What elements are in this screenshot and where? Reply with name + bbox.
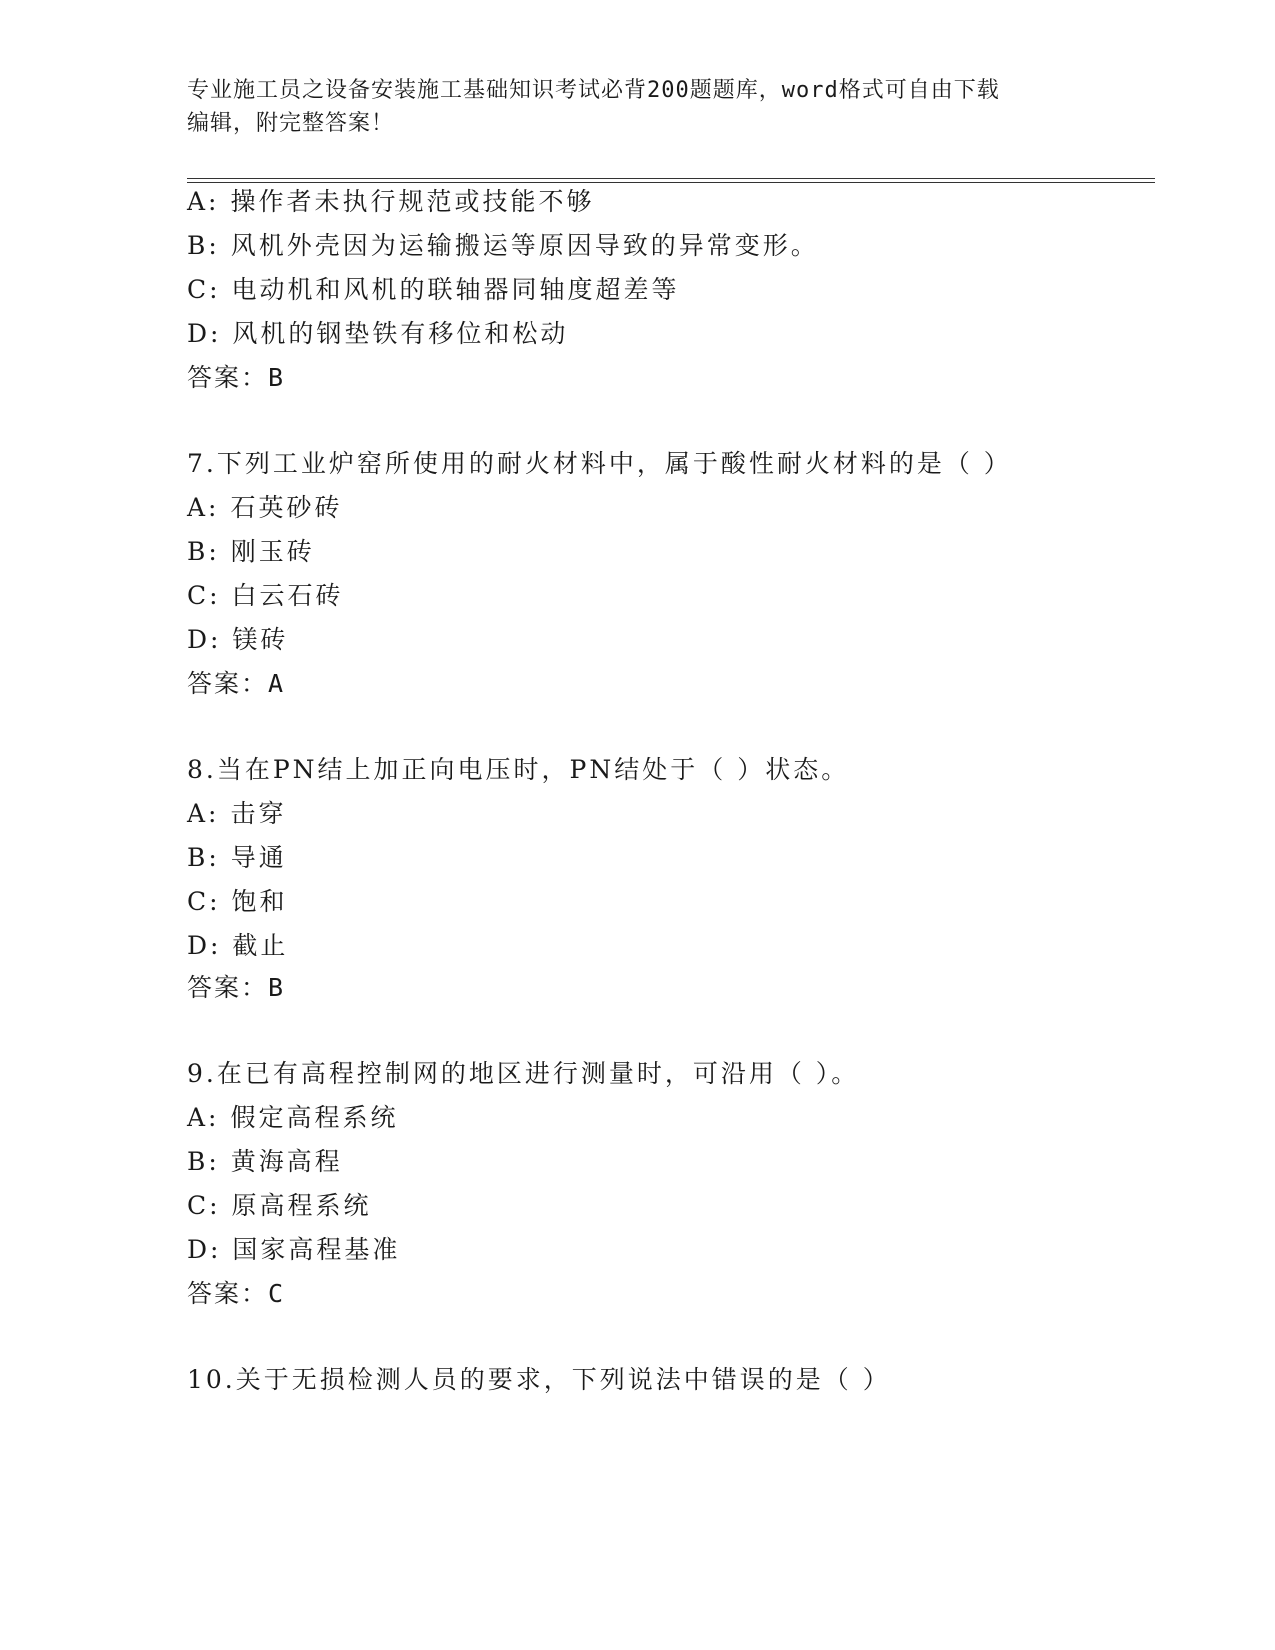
q9-option-a xyxy=(187,1102,398,1134)
answer-label: 答案： xyxy=(187,363,269,392)
option-text: 镁砖 xyxy=(232,625,289,654)
option-letter: B: xyxy=(187,1147,220,1176)
option-text: 击穿 xyxy=(230,799,287,828)
option-letter: A: xyxy=(187,799,220,828)
q6-option-d xyxy=(187,318,568,350)
header-title-line-2: 编辑，附完整答案！ xyxy=(187,111,395,136)
answer-value: B xyxy=(268,973,286,1002)
option-letter: C: xyxy=(187,581,221,610)
q9-stem: 9.在已有高程控制网的地区进行测量时，可沿用（ ）。 xyxy=(187,1059,860,1088)
q9-option-b xyxy=(187,1146,343,1178)
option-letter: A: xyxy=(187,493,220,522)
q7-stem: 7.下列工业炉窑所使用的耐火材料中，属于酸性耐火材料的是（ ） xyxy=(187,449,1012,478)
q8-option-a xyxy=(187,798,286,830)
q9-option-c xyxy=(187,1190,372,1222)
q7-answer xyxy=(187,668,285,700)
option-text: 白云石砖 xyxy=(231,581,344,610)
option-letter: B: xyxy=(187,843,220,872)
document-header xyxy=(187,74,1087,140)
option-letter: D: xyxy=(187,931,222,960)
option-letter: D: xyxy=(187,319,222,348)
header-divider-top xyxy=(187,178,1155,179)
option-letter: C: xyxy=(187,887,221,916)
option-text: 导通 xyxy=(230,843,287,872)
option-text: 饱和 xyxy=(231,887,288,916)
q8-option-b xyxy=(187,842,287,874)
q7-option-b xyxy=(187,536,315,568)
answer-value: A xyxy=(268,669,286,698)
option-text: 风机外壳因为运输搬运等原因导致的异常变形。 xyxy=(230,231,819,260)
q8-answer xyxy=(187,972,285,1004)
q8-option-d xyxy=(187,930,288,962)
q7-option-a xyxy=(187,492,342,524)
answer-value: B xyxy=(268,363,286,392)
option-text: 假定高程系统 xyxy=(230,1103,399,1132)
q8-option-c xyxy=(187,886,288,918)
option-text: 电动机和风机的联轴器同轴度超差等 xyxy=(231,275,680,304)
option-letter: A: xyxy=(187,1103,220,1132)
q10-stem: 10.关于无损检测人员的要求，下列说法中错误的是（ ） xyxy=(187,1365,891,1394)
option-text: 原高程系统 xyxy=(231,1191,372,1220)
q9-answer xyxy=(187,1278,285,1310)
header-divider-bottom xyxy=(187,182,1155,183)
option-text: 风机的钢垫铁有移位和松动 xyxy=(232,319,569,348)
option-letter: A: xyxy=(187,187,220,216)
q7-option-c xyxy=(187,580,344,612)
option-text: 国家高程基准 xyxy=(232,1235,401,1264)
option-text: 操作者未执行规范或技能不够 xyxy=(230,187,595,216)
option-letter: B: xyxy=(187,231,220,260)
option-letter: D: xyxy=(187,625,222,654)
option-text: 刚玉砖 xyxy=(230,537,315,566)
q6-answer xyxy=(187,362,285,394)
q9-option-d xyxy=(187,1234,400,1266)
option-text: 截止 xyxy=(232,931,289,960)
option-letter: B: xyxy=(187,537,220,566)
q6-option-a xyxy=(187,186,594,218)
q7-option-d xyxy=(187,624,288,656)
answer-label: 答案： xyxy=(187,973,269,1002)
option-letter: D: xyxy=(187,1235,222,1264)
option-letter: C: xyxy=(187,1191,221,1220)
header-title-line-1: 专业施工员之设备安装施工基础知识考试必背200题题库，word格式可自由下载 xyxy=(187,78,1000,103)
option-text: 石英砂砖 xyxy=(230,493,343,522)
q6-option-c xyxy=(187,274,680,306)
option-text: 黄海高程 xyxy=(230,1147,343,1176)
answer-label: 答案： xyxy=(187,669,269,698)
q6-option-b xyxy=(187,230,819,262)
answer-value: C xyxy=(268,1279,286,1308)
q8-stem: 8.当在PN结上加正向电压时，PN结处于（ ）状态。 xyxy=(187,755,850,784)
answer-label: 答案： xyxy=(187,1279,269,1308)
option-letter: C: xyxy=(187,275,221,304)
